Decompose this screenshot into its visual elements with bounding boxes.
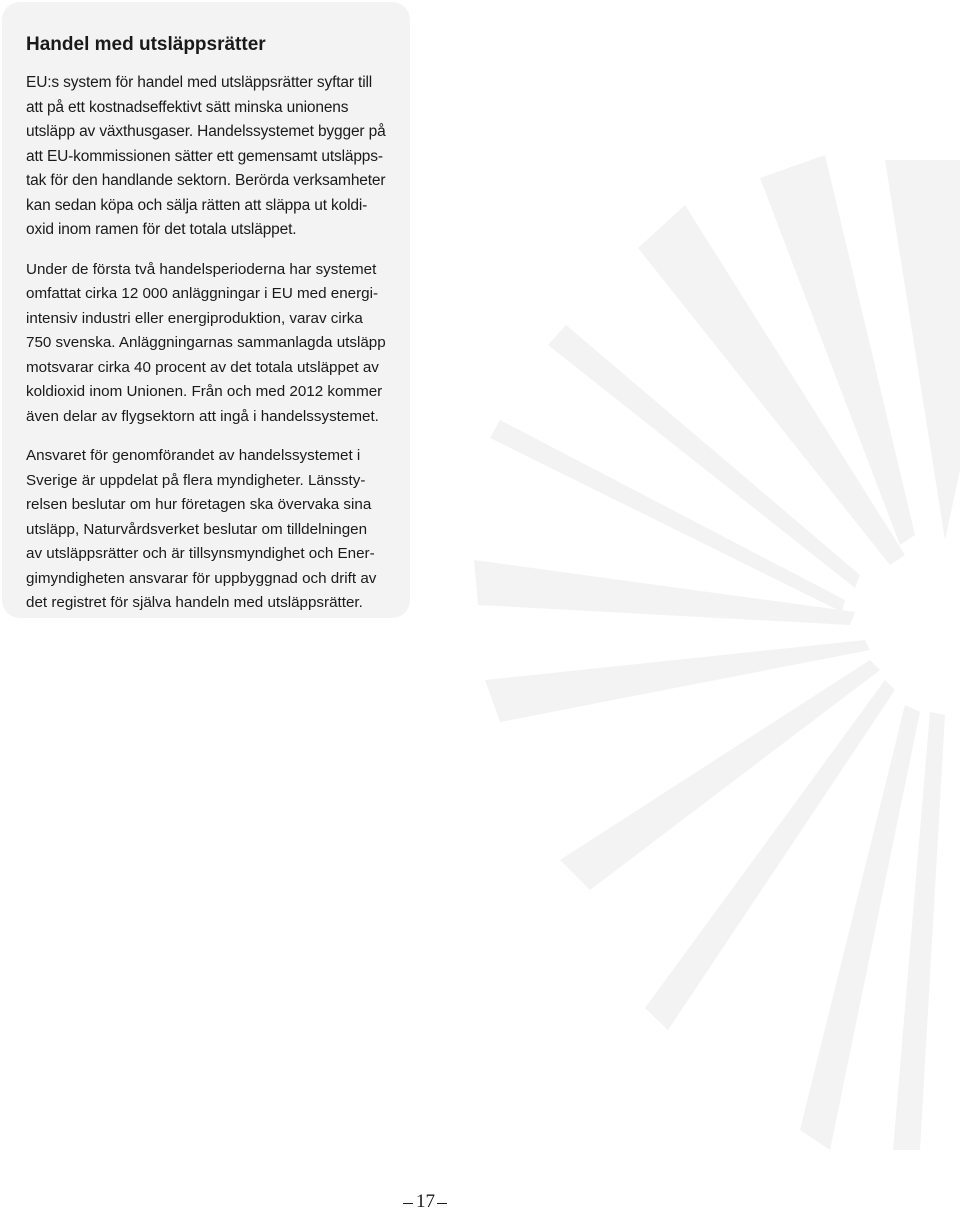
- page-footer: [400, 1190, 452, 1212]
- footer-dash-right: [437, 1203, 447, 1204]
- paragraph-trading-periods: Under de första två handelsperioderna har systemet omfattat cirka 12 000 anläggningar i EU med energi- intensiv industri eller energiproduktion, varav cirka 750 svenska. Anläggningarnas sammanlagda utsläpp motsvarar cirka 40 procent av det totala utsläppet av koldioxid inom Unionen. Från och med 2012 kommer även delar av flygsektorn att ingå i handelssystemet.: [26, 260, 386, 425]
- paragraph-responsibility: Ansvaret för genomförandet av handelssystemet i Sverige är uppdelat på flera myndigheter. Länssty- relsen beslutar om hur företagen ska övervaka sina utsläpp, Naturvårdsverket beslutar om tilldelningen av utsläppsrätter och är tillsynsmyndighet och Ener- gimyndigheten ansvarar för uppbyggnad och drift av det registret för själva handeln med utsläppsrätter.: [26, 447, 377, 611]
- sunburst-ray: [474, 560, 855, 625]
- sunburst-rays: [474, 155, 960, 1150]
- box-title: Handel med utsläppsrätter: [26, 34, 266, 55]
- footer-dash-left: [403, 1203, 413, 1204]
- paragraph-eu-system: EU:s system för handel med utsläppsrätter syftar till att på ett kostnadseffektivt sätt minska unionens utsläpp av växthusgaser. Handelssystemet bygger på att EU-kommissionen sätter ett gemensamt utsläpps- tak för den handlande sektorn. Berörda verksamheter kan sedan köpa och sälja rätten att släppa ut koldi- oxid inom ramen för det totala utsläppet.: [26, 74, 386, 238]
- info-box: [2, 2, 410, 618]
- page-number: 17: [416, 1191, 435, 1212]
